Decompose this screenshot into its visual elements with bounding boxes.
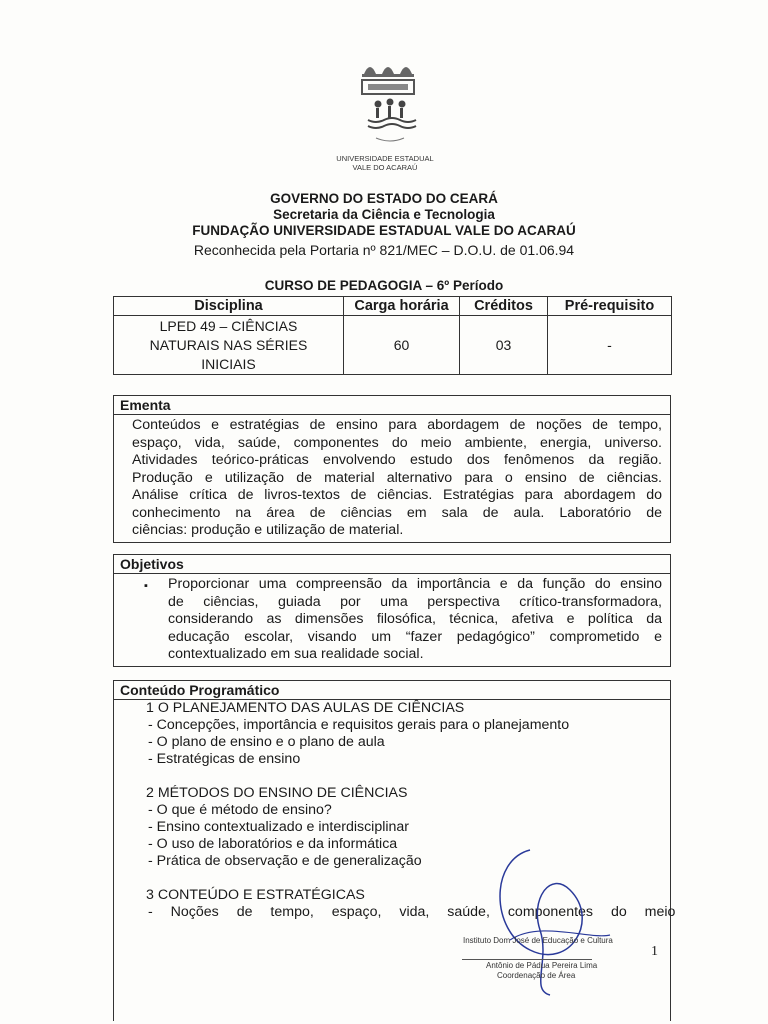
cell-creditos: 03 <box>460 316 548 375</box>
course-title: CURSO DE PEDAGOGIA – 6º Período <box>264 278 504 293</box>
logo-caption-line2: VALE DO ACARAÚ <box>352 163 418 172</box>
ementa-line: Produção e utilização de material alternativo para o ensino de ciências. <box>132 469 662 486</box>
ementa-text <box>114 415 670 542</box>
stamp-line3: Coordenação de Área <box>497 971 576 980</box>
objetivos-text <box>114 574 670 666</box>
list-item: - Concepções, importância e requisitos gerais para o planejamento <box>148 717 570 733</box>
list-item: - Prática de observação e de generalização <box>148 853 422 869</box>
col-disciplina: Disciplina <box>114 297 344 316</box>
disciplina-line3: INICIAIS <box>201 355 256 372</box>
header-fundacao: FUNDAÇÃO UNIVERSIDADE ESTADUAL VALE DO ACARAÚ <box>192 223 576 238</box>
list-item: - Noções de tempo, espaço, vida, saúde, componentes do meio <box>148 904 676 920</box>
discipline-table <box>113 296 672 375</box>
col-carga-horaria: Carga horária <box>344 297 460 316</box>
ementa-line: conhecimento na área de ciências em sala de aula. Laboratório de <box>132 504 662 521</box>
university-logo <box>354 56 426 148</box>
header-reconhecida: Reconhecida pela Portaria nº 821/MEC – D.O.U. de 01.06.94 <box>193 242 575 258</box>
list-item: - Estratégicas de ensino <box>148 751 301 767</box>
col-pre-requisito: Pré-requisito <box>548 297 672 316</box>
bullet-icon: ▪ <box>144 580 148 592</box>
objetivos-line: Proporcionar uma compreensão da importância e da função do ensino <box>168 576 662 592</box>
ementa-line: Análise crítica de livros-textos de ciências. Estratégias para abordagem do <box>132 487 662 503</box>
list-item: - O que é método de ensino? <box>148 802 332 818</box>
section-heading: 3 CONTEÚDO E ESTRATÉGICAS <box>146 887 365 903</box>
section-heading: 1 O PLANEJAMENTO DAS AULAS DE CIÊNCIAS <box>146 700 465 716</box>
objetivos-line: educação escolar, visando um “fazer pedagógico” comprometido e <box>168 628 662 645</box>
page-number: 1 <box>651 944 658 959</box>
cell-carga: 60 <box>344 316 460 375</box>
conteudo-title: Conteúdo Programático <box>114 681 670 700</box>
ementa-line: Atividades teórico-práticas envolvendo estudo dos fenômenos da região. <box>132 452 662 468</box>
objetivos-title: Objetivos <box>114 555 670 574</box>
ementa-box <box>113 395 671 543</box>
stamp-divider <box>462 959 592 960</box>
section-heading: 2 MÉTODOS DO ENSINO DE CIÊNCIAS <box>146 785 408 801</box>
logo-caption-line1: UNIVERSIDADE ESTADUAL <box>336 154 434 163</box>
stamp-line1: Instituto Dom José de Educação e Cultura <box>463 936 613 945</box>
ementa-line: ciências: produção e utilização de material. <box>132 522 404 538</box>
objetivos-line: contextualizado em sua realidade social. <box>168 646 424 662</box>
header-secretaria: Secretaria da Ciência e Tecnologia <box>273 207 495 222</box>
col-creditos: Créditos <box>460 297 548 316</box>
list-item: - O plano de ensino e o plano de aula <box>148 734 385 750</box>
disciplina-line2: NATURAIS NAS SÉRIES <box>149 336 308 353</box>
objetivos-box <box>113 554 671 667</box>
cell-pre-requisito: - <box>548 316 672 375</box>
table-row <box>114 316 672 375</box>
ementa-title: Ementa <box>114 396 670 415</box>
ementa-line: espaço, vida, saúde, componentes do meio ambiente, energia, universo. <box>132 434 662 451</box>
objetivos-line: considerando as dimensões filosófica, técnica, afetiva e política da <box>168 611 662 627</box>
table-header-row <box>114 297 672 316</box>
list-item: - Ensino contextualizado e interdisciplinar <box>148 819 410 835</box>
list-item: - O uso de laboratórios e da informática <box>148 836 398 852</box>
header-government: GOVERNO DO ESTADO DO CEARÁ <box>270 191 498 206</box>
stamp-line2: Antônio de Pádua Pereira Lima <box>486 961 598 970</box>
objetivos-line: de ciências, guiada por uma perspectiva crítico-transformadora, <box>168 593 662 610</box>
ementa-line: Conteúdos e estratégias de ensino para abordagem de noções de tempo, <box>132 417 662 433</box>
disciplina-line1: LPED 49 – CIÊNCIAS <box>159 317 298 334</box>
cell-disciplina <box>114 316 344 375</box>
